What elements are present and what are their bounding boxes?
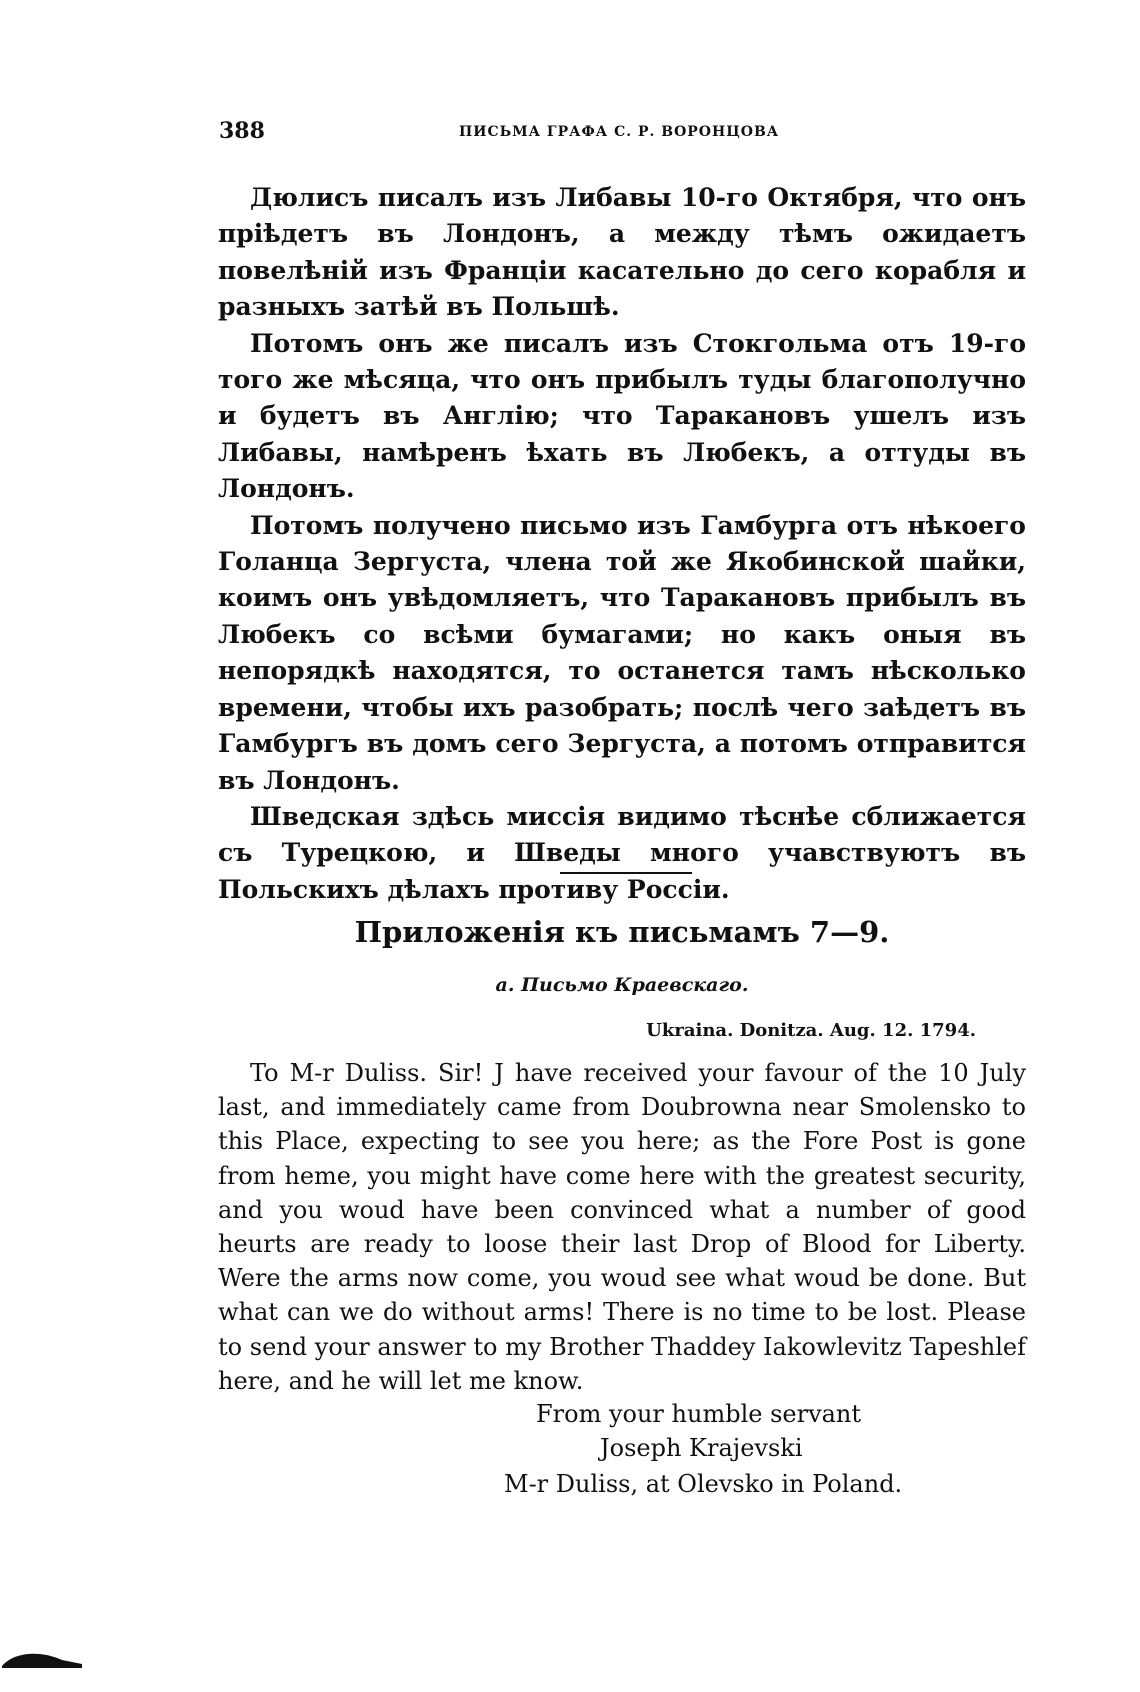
page-number: 388 (219, 118, 265, 144)
paragraph-1: Дюлисъ писалъ изъ Либавы 10-го Октября, что онъ пріѣдетъ въ Лондонъ, а между тѣмъ ожидаетъ повелѣній изъ Франціи касательно до сего корабля и разныхъ затѣй въ Польшѣ. (218, 183, 1026, 322)
address: M-r Duliss, at Olevsko in Poland. (504, 1470, 903, 1498)
section-divider (560, 872, 692, 874)
paragraph-2: Потомъ онъ же писалъ изъ Стокгольма отъ 19-го того же мѣсяца, что онъ прибылъ туды благополучно и будетъ въ Англію; что Таракановъ ушелъ изъ Либавы, намѣренъ ѣхать въ Любекъ, а оттуды въ Лондонъ. (218, 328, 1026, 504)
address-row (218, 1470, 1140, 1498)
signature-row (218, 1434, 1140, 1462)
signature: Joseph Krajevski (600, 1434, 803, 1462)
scan-edge-mark-icon (0, 1644, 84, 1674)
running-head (219, 118, 1025, 150)
paragraph-3: Потомъ получено письмо изъ Гамбурга отъ нѣкоего Голанца Зергуста, члена той же Якобинской шайки, коимъ онъ увѣдомляетъ, что Таракановъ прибылъ въ Любекъ со всѣми бумагами; но какъ оныя въ непорядкѣ находятся, то останется тамъ нѣсколько времени, чтобы ихъ разобрать; послѣ чего заѣдетъ въ Гамбургъ въ домъ сего Зергуста, а потомъ отправится въ Лондонъ. (218, 510, 1026, 795)
paragraph-4: Шведская здѣсь миссія видимо тѣснѣе сближается съ Турецкою, и Шведы много учавствуютъ въ Польскихъ дѣлахъ противу Россіи. (218, 801, 1026, 904)
russian-text-block (218, 180, 1026, 908)
letter-body: To M-r Duliss. Sir! J have received your favour of the 10 July last, and immediately came from Doubrowna near Smolensko to this Place, expecting to see you here; as the Fore Post is gone from heme, you might have come here with the greatest security, and you woud have been convinced what a number of good heurts are ready to loose their last Drop of Blood for Liberty. Were the arms now come, you woud see what woud be done. But what can we do without arms! There is no time to be lost. Please to send your answer to my Brother Thaddey Iakowlevitz Tapeshlef here, and he will let me know. (218, 1059, 1026, 1395)
letter-dateline: Ukraina. Donitza. Aug. 12. 1794. (646, 1020, 976, 1041)
closing-line: From your humble servant (536, 1400, 862, 1428)
closing-line-row (218, 1400, 1140, 1428)
appendix-heading: Приложенія къ письмамъ 7—9. (354, 915, 890, 949)
running-title: ПИСЬМА ГРАФА С. Р. ВОРОНЦОВА (459, 124, 780, 140)
letter-subheading: a. Письмо Краевскаго. (495, 974, 749, 996)
